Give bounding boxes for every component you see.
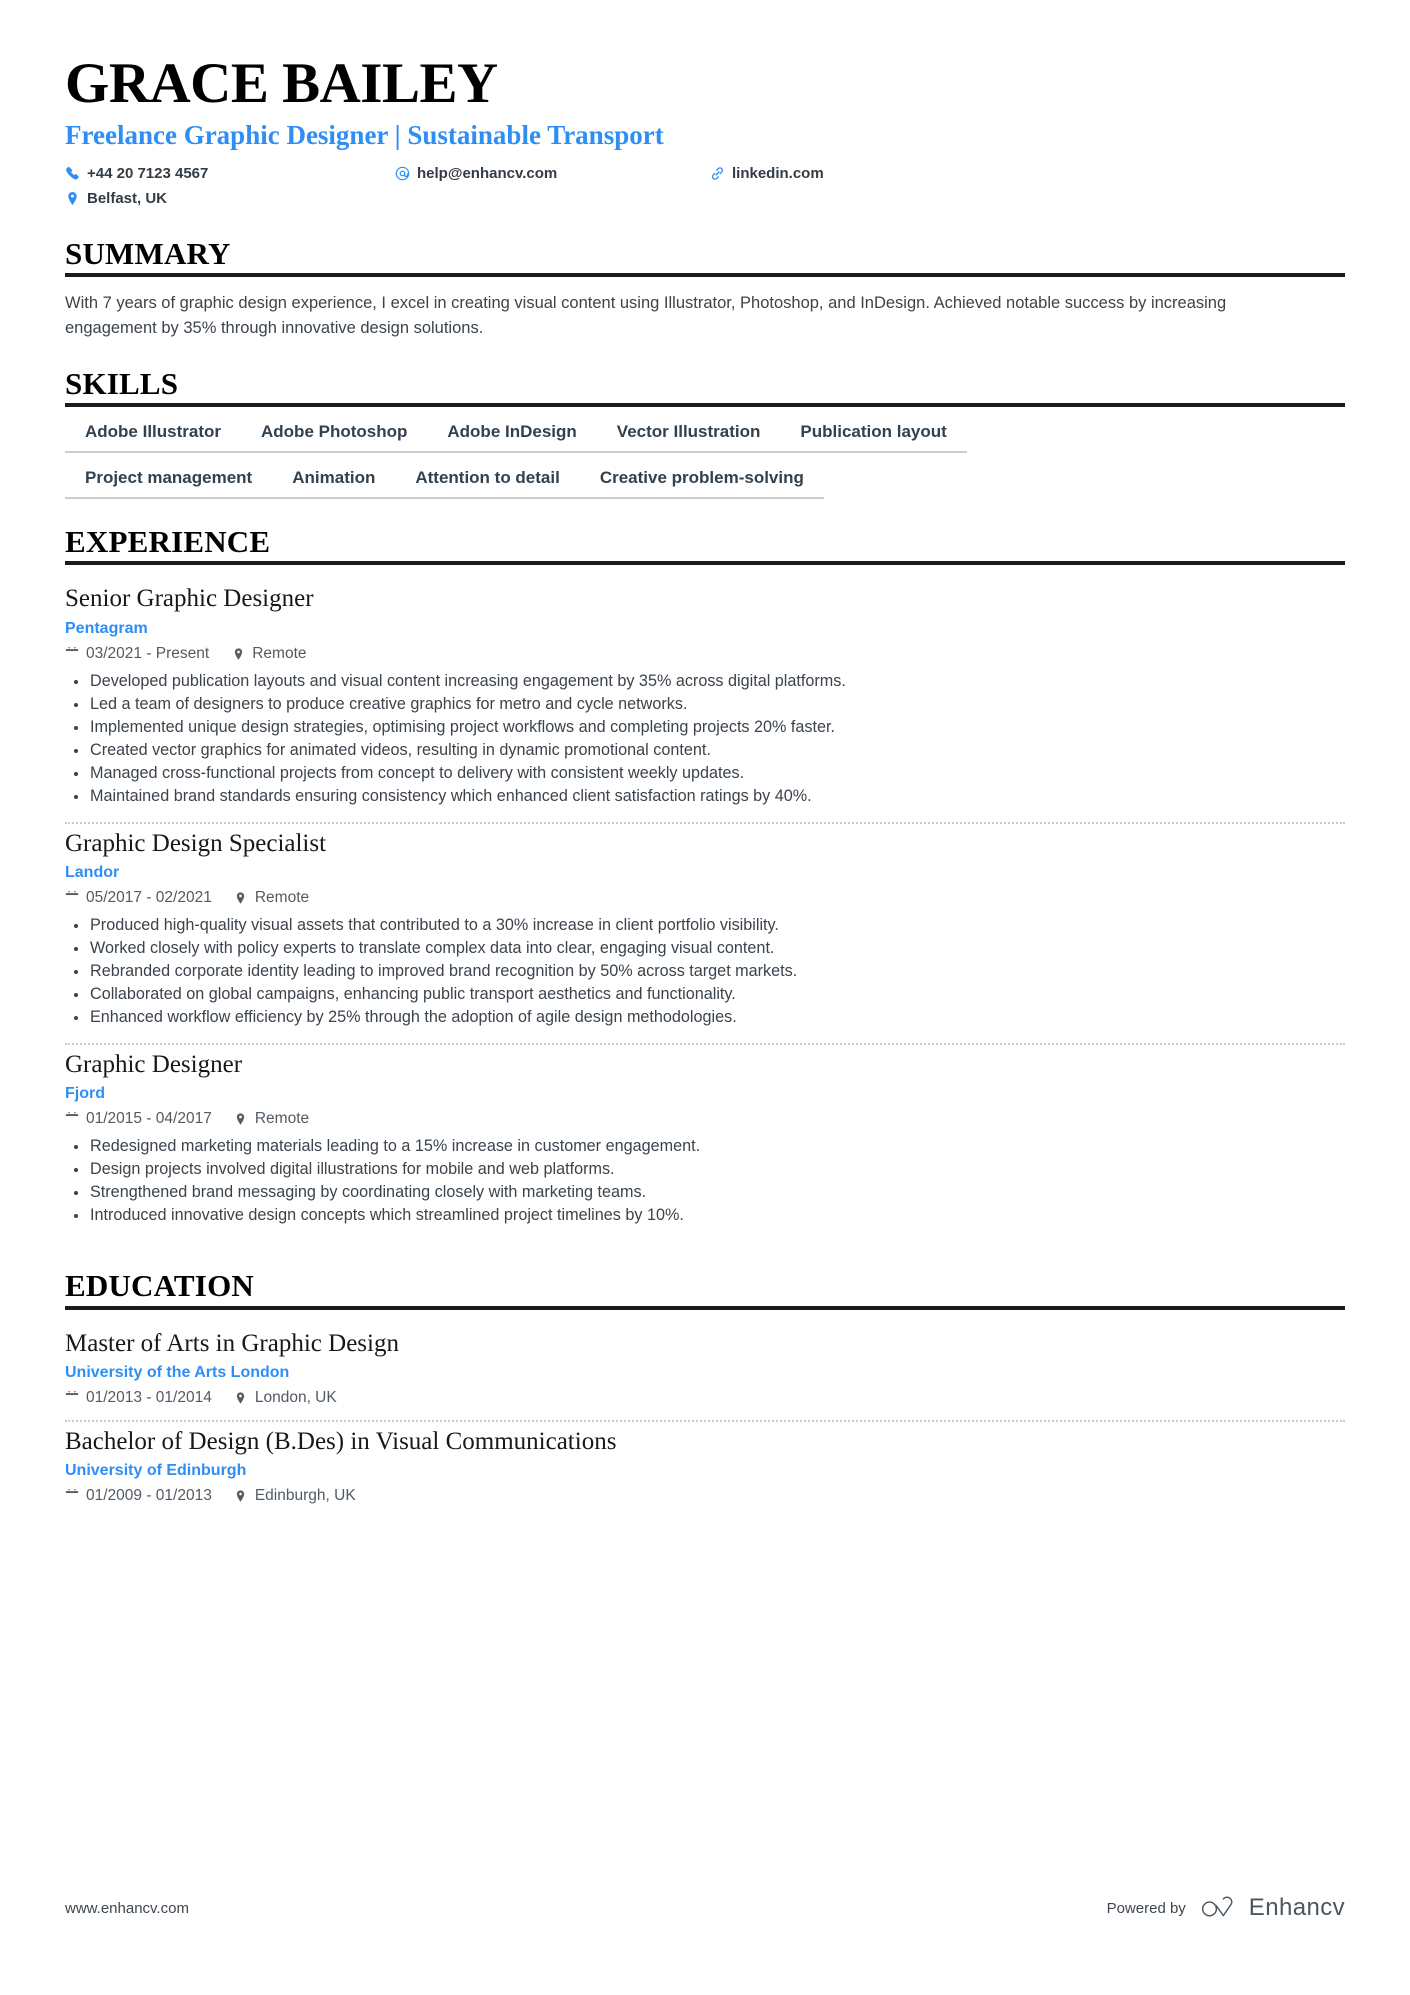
- enhancv-logo: [1200, 1894, 1345, 1922]
- location-icon: [234, 1111, 248, 1126]
- section-title-experience: EXPERIENCE: [65, 524, 271, 560]
- calendar-icon: [65, 1390, 79, 1405]
- section-title-skills: SKILLS: [65, 366, 179, 402]
- job-location-text: Remote: [254, 888, 310, 906]
- contact-location-text: Belfast, UK: [87, 189, 168, 207]
- entry-meta: [65, 1487, 1345, 1505]
- bullet-item: Redesigned marketing materials leading to a 15% increase in customer engagement.: [65, 1135, 1345, 1158]
- job-dates: [65, 889, 212, 907]
- degree-title: Master of Arts in Graphic Design: [65, 1329, 399, 1357]
- bullet-item: Introduced innovative design concepts which streamlined project timelines by 10%.: [65, 1204, 1345, 1227]
- job-location-text: Remote: [252, 644, 307, 662]
- job-bullets: [65, 1135, 1345, 1228]
- calendar-icon: [65, 1111, 79, 1126]
- section-skills: [65, 367, 1345, 499]
- entry-meta: [65, 645, 1345, 663]
- education-location: [234, 1389, 337, 1407]
- location-icon: [234, 1489, 248, 1504]
- entry-meta: [65, 889, 1345, 907]
- job-dates-text: 03/2021 - Present: [86, 644, 210, 662]
- candidate-headline: Freelance Graphic Designer | Sustainable Transport: [65, 120, 664, 151]
- email-icon: [395, 166, 410, 181]
- contact-email-text: help@enhancv.com: [417, 164, 558, 182]
- contact-details: [65, 161, 1345, 211]
- bullet-item: Worked closely with policy experts to translate complex data into clear, engaging visual content.: [65, 937, 1345, 960]
- calendar-icon: [65, 1489, 79, 1504]
- section-education: [65, 1269, 1345, 1505]
- education-dates: [65, 1389, 212, 1407]
- resume-header: [65, 52, 1345, 211]
- contact-phone-text: +44 20 7123 4567: [87, 164, 209, 182]
- education-dates: [65, 1487, 212, 1505]
- degree-title: Bachelor of Design (B.Des) in Visual Communications: [65, 1427, 617, 1455]
- job-location: [234, 889, 309, 907]
- bullet-item: Developed publication layouts and visual content increasing engagement by 35% across digital platforms.: [65, 670, 1345, 693]
- skill-chip: Creative problem-solving: [580, 465, 824, 499]
- skills-row: [65, 465, 1345, 499]
- job-location-text: Remote: [254, 1109, 310, 1127]
- footer-url[interactable]: www.enhancv.com: [65, 1899, 189, 1917]
- company-name[interactable]: Fjord: [65, 1084, 105, 1102]
- contact-linkedin[interactable]: [710, 165, 824, 182]
- skill-chip: Vector Illustration: [597, 419, 781, 453]
- job-title: Graphic Designer: [65, 1050, 243, 1078]
- entry-meta: [65, 1389, 1345, 1407]
- experience-entry: [65, 824, 1345, 1030]
- job-bullets: [65, 670, 1345, 809]
- bullet-item: Collaborated on global campaigns, enhancing public transport aesthetics and functionality.: [65, 983, 1345, 1006]
- job-title: Senior Graphic Designer: [65, 585, 314, 613]
- skill-chip: Publication layout: [780, 419, 966, 453]
- entry-meta: [65, 1110, 1345, 1128]
- footer-branding: [1107, 1894, 1345, 1922]
- powered-by-label: Powered by: [1106, 1899, 1186, 1917]
- location-icon: [234, 1390, 248, 1405]
- bullet-item: Created vector graphics for animated videos, resulting in dynamic promotional content.: [65, 739, 1345, 762]
- skill-chip: Project management: [65, 465, 272, 499]
- bullet-item: Produced high-quality visual assets that contributed to a 30% increase in client portfolio visibility.: [65, 914, 1345, 937]
- skill-chip: Adobe Photoshop: [241, 419, 427, 453]
- job-location: [234, 1110, 309, 1128]
- phone-icon: [65, 166, 80, 181]
- bullet-item: Strengthened brand messaging by coordinating closely with marketing teams.: [65, 1181, 1345, 1204]
- bullet-item: Led a team of designers to produce creative graphics for metro and cycle networks.: [65, 693, 1345, 716]
- page-footer: [65, 1894, 1345, 1922]
- skill-chip: Adobe Illustrator: [65, 419, 241, 453]
- contact-row-secondary: [65, 186, 1345, 211]
- experience-entry: [65, 579, 1345, 808]
- bullet-item: Managed cross-functional projects from concept to delivery with consistent weekly updates.: [65, 762, 1345, 785]
- company-name[interactable]: Landor: [65, 863, 120, 881]
- contact-linkedin-text: linkedin.com: [732, 164, 824, 182]
- bullet-item: Enhanced workflow efficiency by 25% through the adoption of agile design methodologies.: [65, 1006, 1345, 1029]
- bullet-item: Implemented unique design strategies, optimising project workflows and completing projects 20% faster.: [65, 716, 1345, 739]
- section-title-summary: SUMMARY: [65, 235, 231, 271]
- education-dates-text: 01/2009 - 01/2013: [86, 1487, 212, 1504]
- contact-location: [65, 190, 395, 207]
- skill-chip: Attention to detail: [395, 465, 579, 499]
- education-location-text: Edinburgh, UK: [254, 1487, 356, 1504]
- job-dates: [65, 1110, 212, 1128]
- school-name[interactable]: University of the Arts London: [65, 1363, 290, 1381]
- calendar-icon: [65, 890, 79, 905]
- job-bullets: [65, 914, 1345, 1030]
- education-entry: [65, 1422, 1345, 1505]
- job-dates-text: 05/2017 - 02/2021: [86, 888, 212, 906]
- school-name[interactable]: University of Edinburgh: [65, 1462, 247, 1479]
- skills-row: [65, 419, 1345, 453]
- skill-chip: Adobe InDesign: [427, 419, 596, 453]
- job-dates-text: 01/2015 - 04/2017: [86, 1109, 212, 1127]
- job-title: Graphic Design Specialist: [65, 829, 327, 857]
- skills-list: [65, 419, 1345, 499]
- education-dates-text: 01/2013 - 01/2014: [86, 1388, 212, 1406]
- section-experience: [65, 525, 1345, 1227]
- company-name[interactable]: Pentagram: [65, 619, 148, 637]
- education-entry: [65, 1324, 1345, 1407]
- bullet-item: Design projects involved digital illustrations for mobile and web platforms.: [65, 1158, 1345, 1181]
- enhancv-wordmark: Enhancv: [1248, 1894, 1345, 1921]
- link-icon: [710, 166, 725, 181]
- contact-row-primary: [65, 161, 1345, 186]
- calendar-icon: [65, 646, 79, 661]
- summary-text: With 7 years of graphic design experience, I excel in creating visual content using Illustrator, Photoshop, and InDesign. Achieved notable success by increasing engagement by 35% through innovative design solutions.: [65, 293, 1227, 338]
- job-location: [231, 645, 306, 663]
- section-summary: [65, 237, 1345, 341]
- experience-entry: [65, 1045, 1345, 1228]
- enhancv-mark-icon: [1200, 1896, 1240, 1920]
- education-location-text: London, UK: [254, 1388, 337, 1406]
- bullet-item: Maintained brand standards ensuring consistency which enhanced client satisfaction ratings by 40%.: [65, 785, 1345, 808]
- location-icon: [65, 191, 80, 206]
- education-location: [234, 1487, 356, 1505]
- contact-email[interactable]: [395, 165, 710, 182]
- bullet-item: Rebranded corporate identity leading to improved brand recognition by 50% across target markets.: [65, 960, 1345, 983]
- section-title-education: EDUCATION: [65, 1268, 254, 1304]
- location-icon: [234, 890, 248, 905]
- candidate-name: GRACE BAILEY: [65, 52, 498, 115]
- contact-phone[interactable]: [65, 165, 395, 182]
- location-icon: [231, 646, 245, 661]
- skill-chip: Animation: [272, 465, 395, 499]
- job-dates: [65, 645, 209, 663]
